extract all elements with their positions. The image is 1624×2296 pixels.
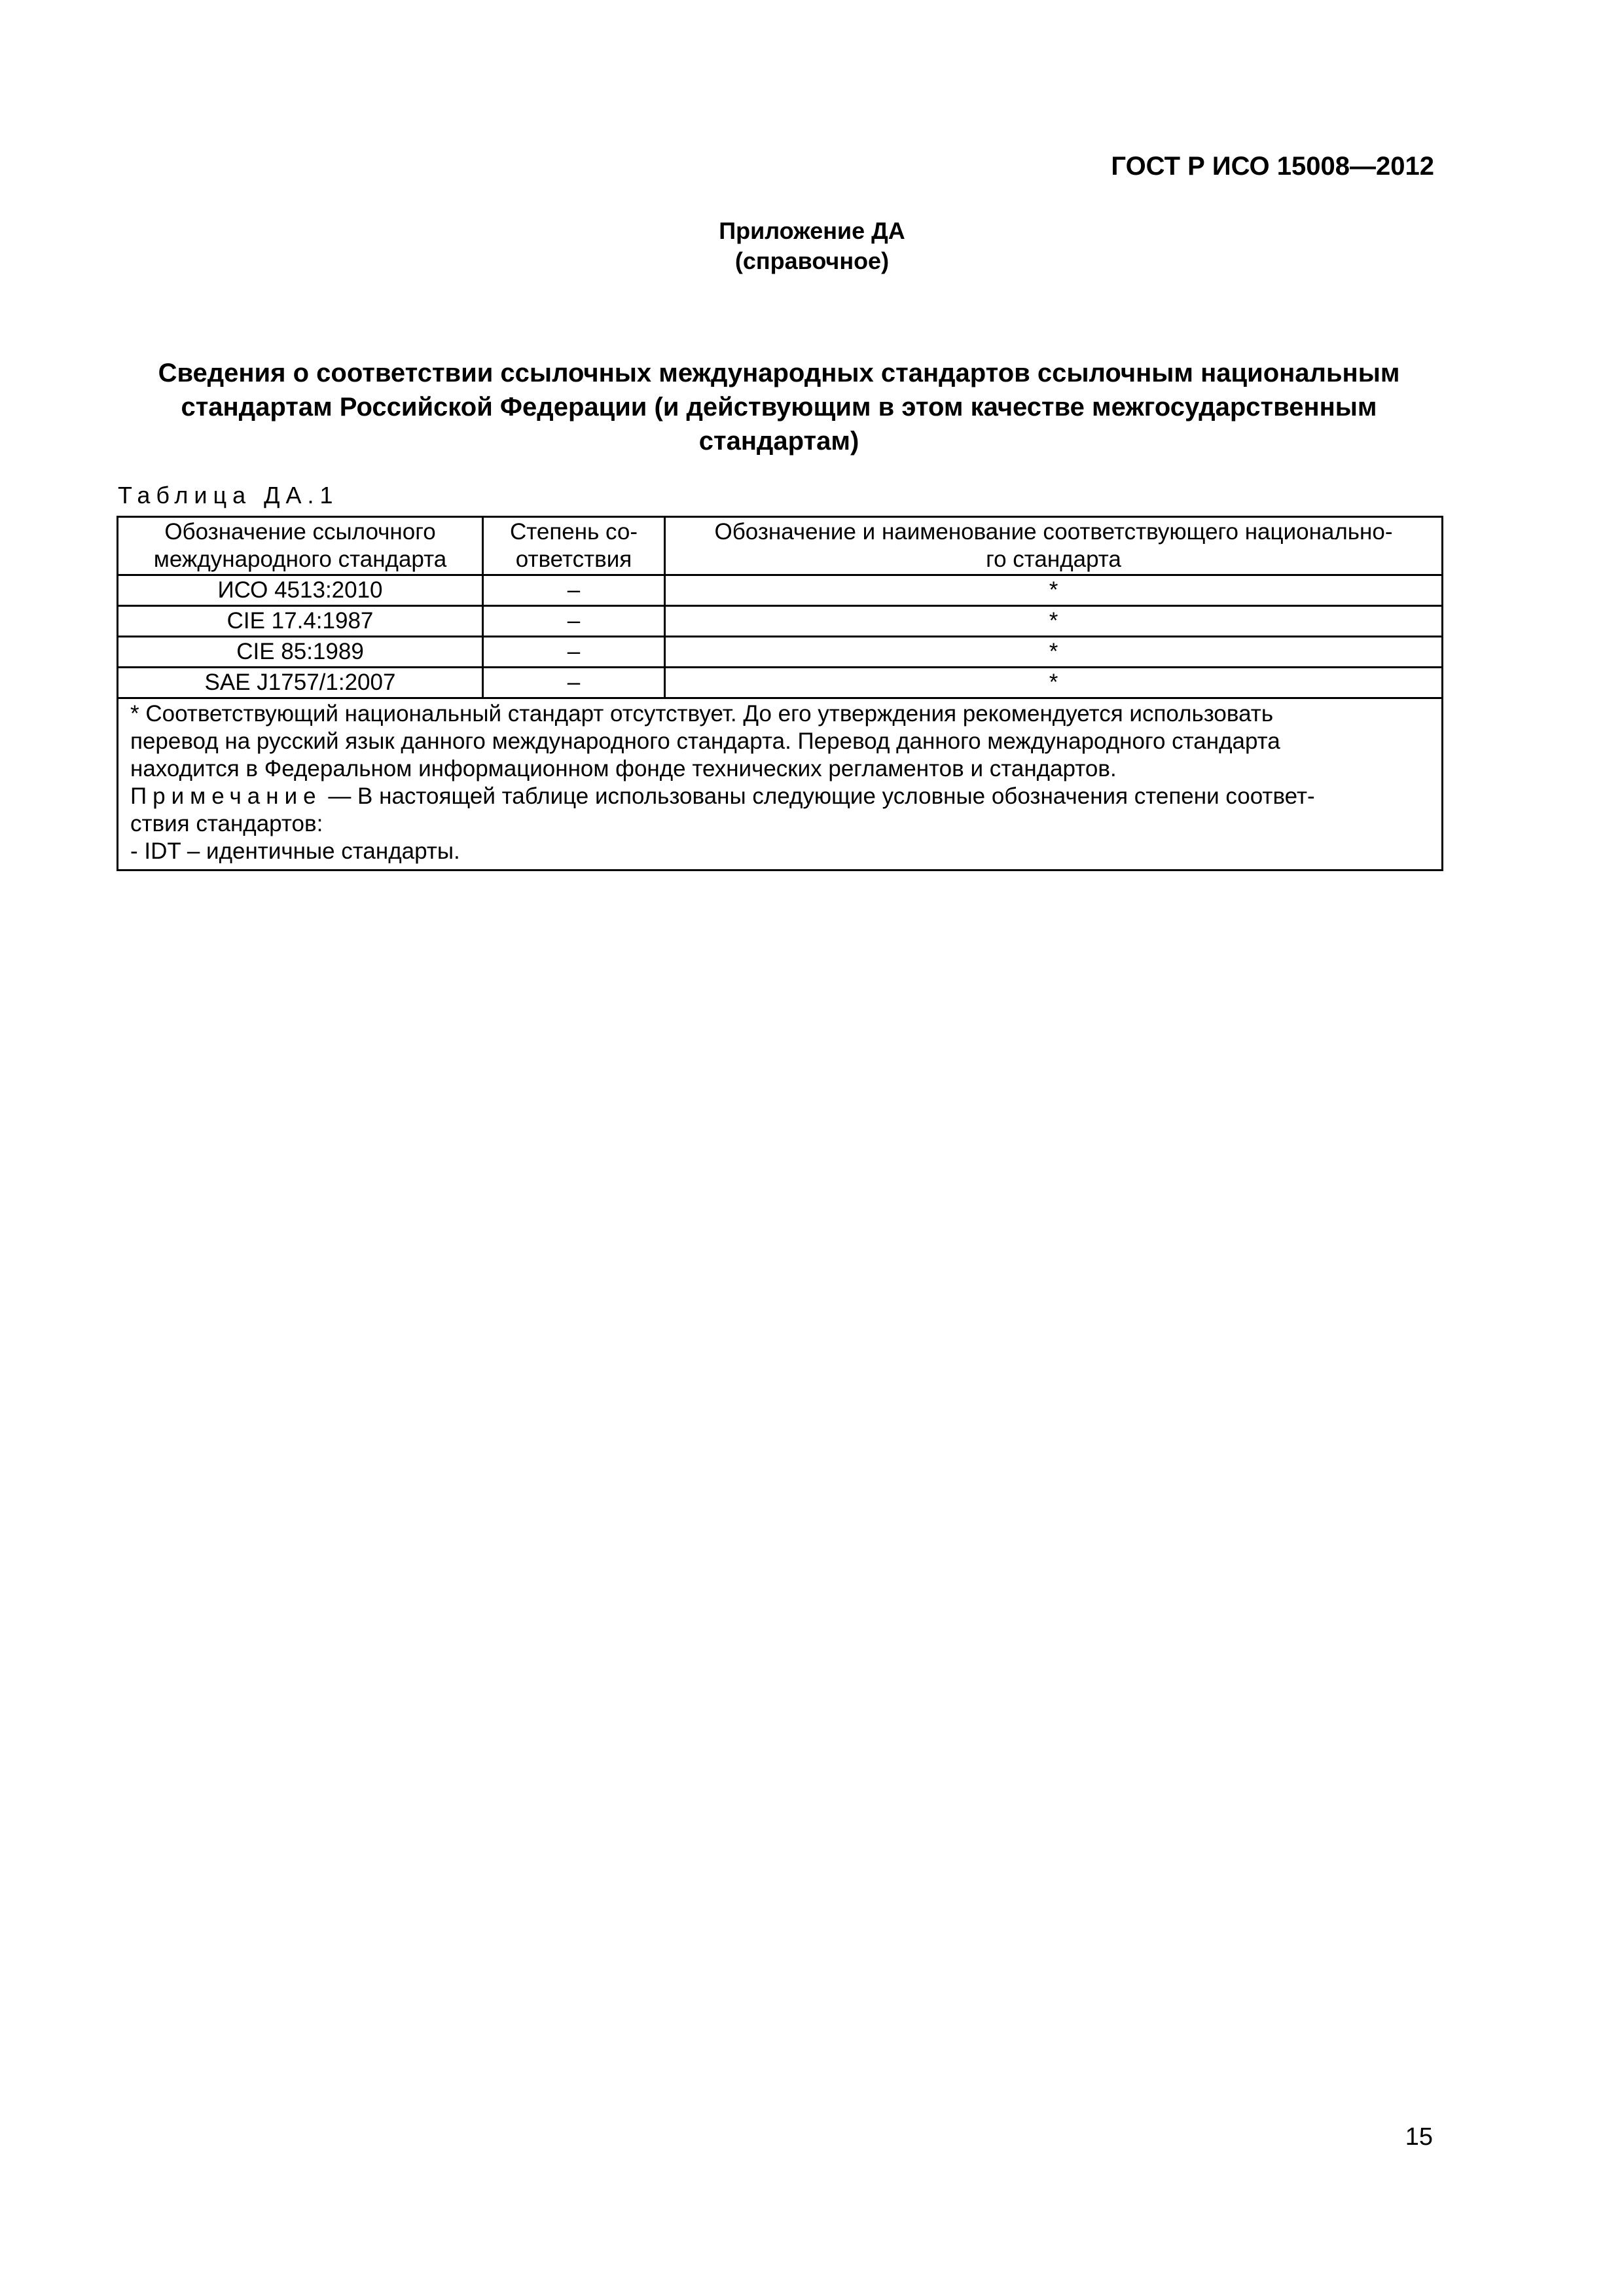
section-heading (117, 356, 1441, 458)
correspondence-table (117, 516, 1443, 871)
appendix-title: Приложение ДА (719, 217, 905, 244)
table-row (118, 606, 1443, 637)
note-line: - IDT – идентичные стандарты. (130, 838, 460, 864)
column-header-national-standard (665, 517, 1443, 575)
footnote-line: находится в Федеральном информационном фонде технических регламентов и стандартов. (130, 756, 1117, 781)
table-footnote-row (118, 698, 1443, 870)
header-text: международного стандарта (153, 547, 447, 572)
footnote-line: * Соответствующий национальный стандарт отсутствует. До его утверждения рекомендуется использовать (130, 701, 1274, 726)
note-label: Примечание (130, 783, 322, 809)
cell-standard: ИСО 4513:2010 (118, 575, 483, 606)
note-text: — В настоящей таблице использованы следующие условные обозначения степени соответ- (321, 783, 1315, 809)
column-header-degree (483, 517, 665, 575)
page-number: 15 (1405, 2123, 1433, 2151)
heading-line: стандартам Российской Федерации (и действующим в этом качестве межгосударственным (181, 393, 1377, 422)
header-text: Обозначение ссылочного (164, 519, 436, 545)
note-line (130, 783, 1430, 810)
note-line: ствия стандартов: (130, 811, 323, 836)
cell-standard: CIE 17.4:1987 (118, 606, 483, 637)
cell-degree: – (483, 668, 665, 698)
table-header-row (118, 517, 1443, 575)
heading-line: Сведения о соответствии ссылочных международных стандартов ссылочным национальным (158, 359, 1400, 387)
cell-national: * (665, 606, 1443, 637)
footnote-line: перевод на русский язык данного международного стандарта. Перевод данного международного стандарта (130, 728, 1280, 754)
cell-standard: CIE 85:1989 (118, 637, 483, 668)
cell-standard: SAE J1757/1:2007 (118, 668, 483, 698)
footnote-cell (118, 698, 1443, 870)
cell-national: * (665, 575, 1443, 606)
table-row (118, 668, 1443, 698)
cell-national: * (665, 637, 1443, 668)
document-code: ГОСТ Р ИСО 15008—2012 (1111, 152, 1434, 181)
table-caption: Таблица ДА.1 (118, 482, 339, 509)
heading-line: стандартам) (698, 427, 859, 456)
cell-national: * (665, 668, 1443, 698)
header-text: Обозначение и наименование соответствующего национально- (714, 519, 1393, 545)
header-text: го стандарта (986, 547, 1121, 572)
appendix-type: (справочное) (734, 247, 890, 274)
header-text: Степень со- (509, 519, 638, 545)
appendix-header (0, 216, 1624, 276)
column-header-international-standard (118, 517, 483, 575)
cell-degree: – (483, 637, 665, 668)
header-text: ответствия (515, 547, 632, 572)
cell-degree: – (483, 606, 665, 637)
table-row (118, 575, 1443, 606)
table-row (118, 637, 1443, 668)
cell-degree: – (483, 575, 665, 606)
